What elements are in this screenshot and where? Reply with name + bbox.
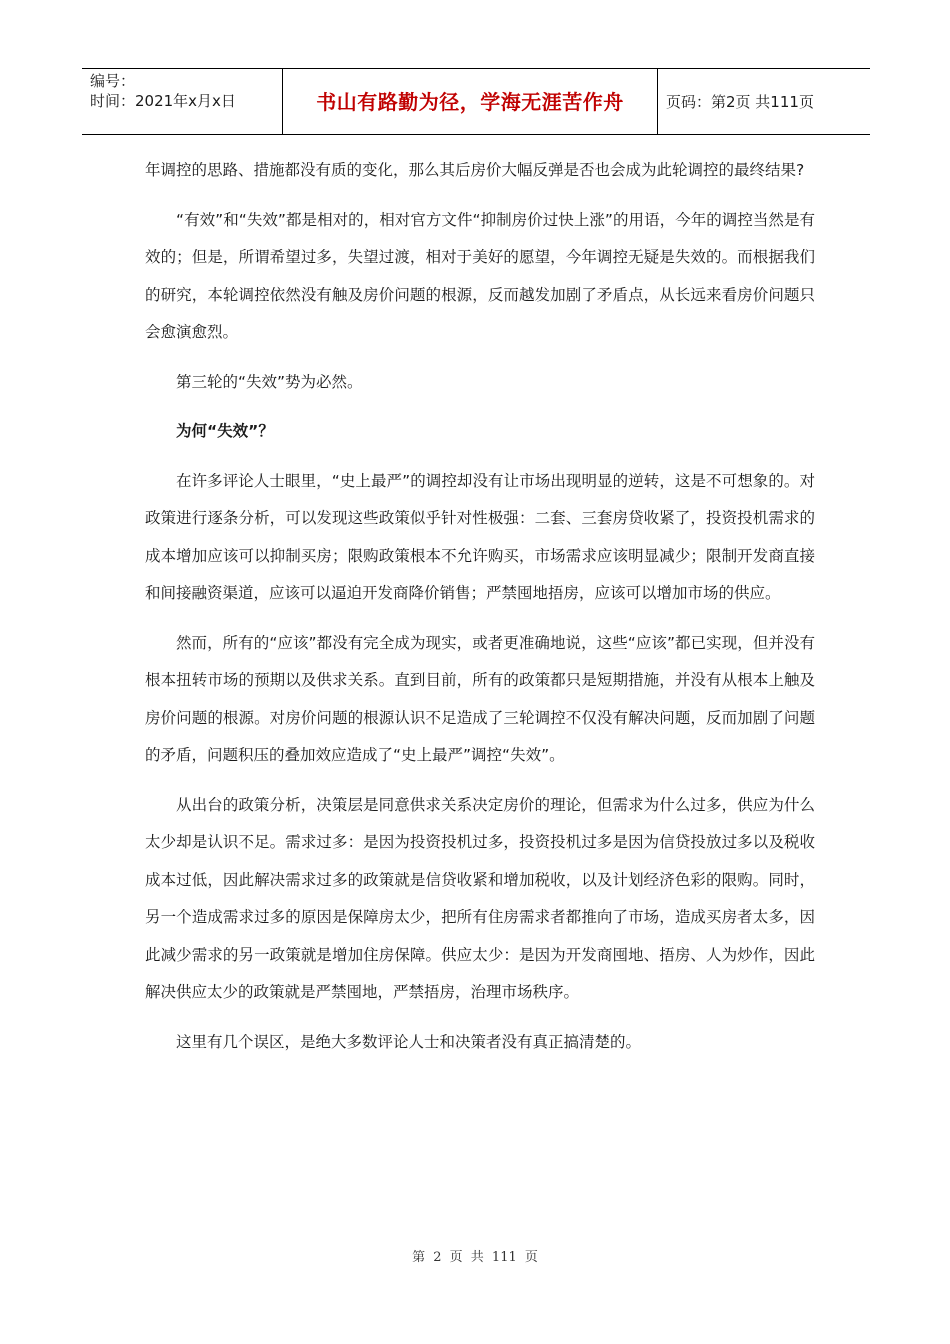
paragraph: 然而，所有的“应该”都没有完全成为现实，或者更准确地说，这些“应该”都已实现，但并没有根本扭转市场的预期以及供求关系。直到目前，所有的政策都只是短期措施，并没有从根本上触及房价问题的根源。对房价问题的根源认识不足造成了三轮调控不仅没有解决问题，反而加剧了问题的矛盾，问题积压的叠加效应造成了“史上最严”调控“失效”。	[145, 633, 815, 764]
page-header	[82, 68, 870, 135]
date-label: 时间：2021年x月x日	[90, 92, 236, 110]
paragraph: 第三轮的“失效”势为必然。	[176, 372, 363, 391]
page-footer: 第 2 页 共 111 页	[412, 1250, 538, 1265]
serial-number-label: 编号：	[90, 72, 136, 90]
header-meta-cell	[82, 69, 283, 134]
paragraph: 这里有几个误区，是绝大多数评论人士和决策者没有真正搞清楚的。	[176, 1032, 642, 1051]
paragraph-continuation: 年调控的思路、措施都没有质的变化，那么其后房价大幅反弹是否也会成为此轮调控的最终结果?	[145, 161, 805, 179]
paragraph: “有效”和“失效”都是相对的，相对官方文件“抑制房价过快上涨”的用语，今年的调控当然是有效的；但是，所谓希望过多，失望过渡，相对于美好的愿望，今年调控无疑是失效的。而根据我们的研究，本轮调控依然没有触及房价问题的根源，反而越发加剧了矛盾点，从长远来看房价问题只会愈演愈烈。	[145, 210, 815, 341]
paragraph: 从出台的政策分析，决策层是同意供求关系决定房价的理论，但需求为什么过多，供应为什么太少却是认识不足。需求过多：是因为投资投机过多，投资投机过多是因为信贷投放过多以及税收成本过低，因此解决需求过多的政策就是信贷收紧和增加税收，以及计划经济色彩的限购。同时，另一个造成需求过多的原因是保障房太少，把所有住房需求者都推向了市场，造成买房者太多，因此减少需求的另一政策就是增加住房保障。供应太少：是因为开发商囤地、捂房、人为炒作，因此解决供应太少的政策就是严禁囤地，严禁捂房，治理市场秩序。	[145, 795, 815, 1001]
paragraph: 在许多评论人士眼里，“史上最严”的调控却没有让市场出现明显的逆转，这是不可想象的。对政策进行逐条分析，可以发现这些政策似乎针对性极强：二套、三套房贷收紧了，投资投机需求的成本增加应该可以抑制买房；限购政策根本不允许购买，市场需求应该明显减少；限制开发商直接和间接融资渠道，应该可以逼迫开发商降价销售；严禁囤地捂房，应该可以增加市场的供应。	[145, 471, 815, 602]
document-body	[145, 152, 815, 1073]
header-page-info: 页码：第2页 共111页	[666, 93, 814, 111]
section-heading: 为何“失效”？	[176, 422, 274, 440]
header-motto: 书山有路勤为径，学海无涯苦作舟	[283, 69, 658, 134]
